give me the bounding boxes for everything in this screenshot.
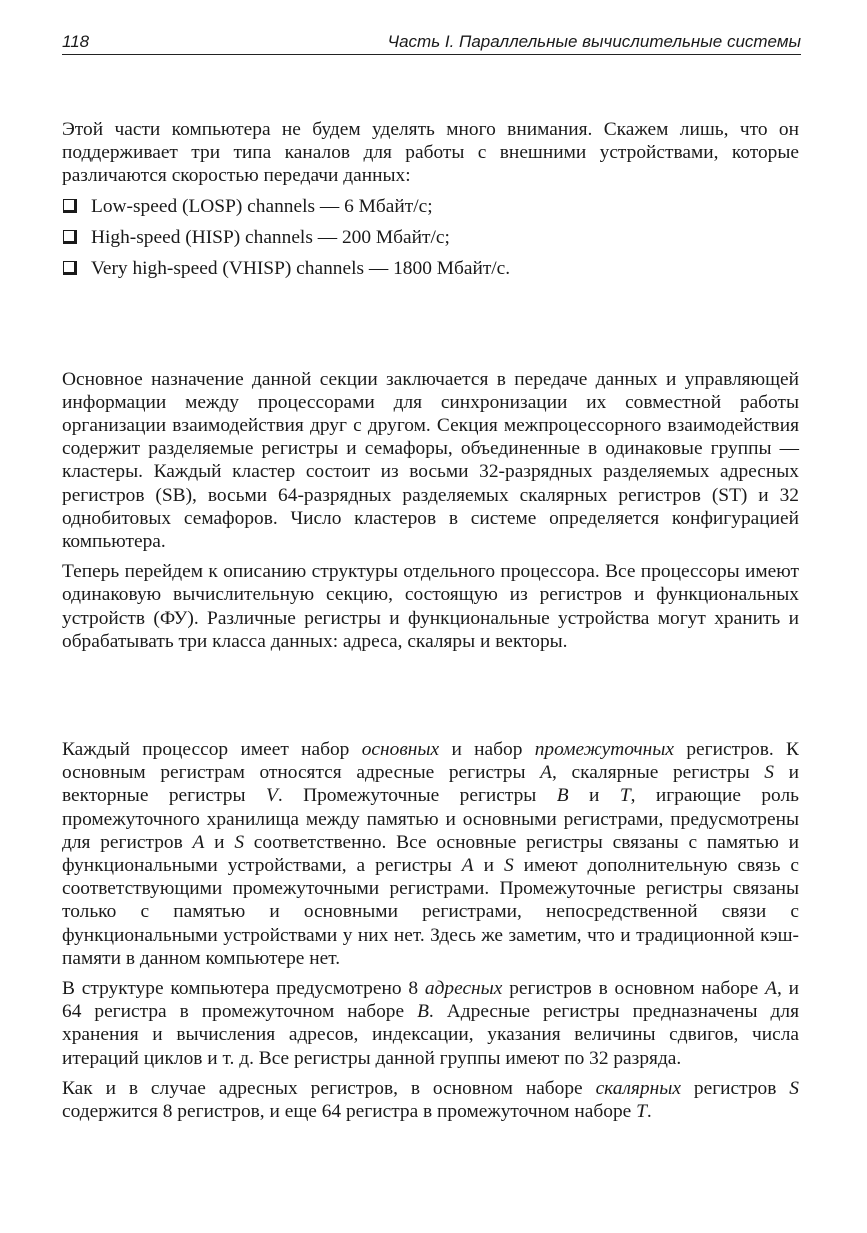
page-header xyxy=(62,30,801,55)
page-body xyxy=(62,118,799,1130)
list-item xyxy=(62,257,799,288)
paragraph-address-registers: В структуре компьютера предусмотрено 8 адресных регистров в основном наборе A, и 64 регистра в промежуточном наборе B. Адресные регистры предназначены для хранения и вычисления адресов, индексации, указания величины сдвигов, числа итераций циклов и т. д. Все регистры данной группы имеют по 32 разряда. xyxy=(62,978,800,1069)
section-gap xyxy=(62,660,799,738)
paragraph-register-sets: Каждый процессор имеет набор основных и набор промежуточных регистров. К основным регистрам относятся адресные регистры A, скалярные регистры S и векторные регистры V. Промежуточные регистры B и T, играющие роль промежуточного хранилища между памятью и основными регистрами, предусмотрены для регистров A и S соответственно. Все основные регистры связаны с памятью и функциональными устройствами, а регистры A и S имеют дополнительную связь с соответствующими промежуточными регистрами. Промежуточные регистры связаны только с памятью и основными регистрами, непосредственной связи с функциональными устройствами у них нет. Здесь же заметим, что и традиционной кэш-памяти в данном компьютере нет. xyxy=(62,739,800,969)
paragraph-io-channels: Этой части компьютера не будем уделять много внимания. Скажем лишь, что он поддерживает три типа каналов для работы с внешними устройствами, которые различаются скоростью передачи данных: xyxy=(62,119,799,187)
paragraph-processor-structure: Теперь перейдем к описанию структуры отдельного процессора. Все процессоры имеют одинаковую вычислительную секцию, состоящую из регистров и функциональных устройств (ФУ). Различные регистры и функциональные устройства могут хранить и обрабатывать три класса данных: адреса, скаляры и векторы. xyxy=(62,561,799,652)
list-item xyxy=(62,226,799,257)
paragraph-scalar-registers: Как и в случае адресных регистров, в основном наборе скалярных регистров S содержится 8 регистров, и еще 64 регистра в промежуточном наборе T. xyxy=(62,1077,799,1123)
page-number: 118 xyxy=(62,32,90,51)
list-item xyxy=(62,195,799,226)
checkbox-bullet-icon xyxy=(63,230,77,244)
list-item-text: Very high-speed (VHISP) channels — 1800 Мбайт/с. xyxy=(91,257,511,279)
running-title: Часть I. Параллельные вычислительные системы xyxy=(387,32,801,51)
paragraph-interprocessor-section: Основное назначение данной секции заключается в передаче данных и управляющей информации между процессорами для синхронизации их совместной работы организации взаимодействия друг с другом. Секция межпроцессорного взаимодействия содержит разделяемые регистры и семафоры, объединенные в одинаковые группы — кластеры. Каждый кластер состоит из восьми 32-разрядных разделяемых адресных регистров (SB), восьми 64-разрядных разделяемых скалярных регистров (ST) и 32 однобитовых семафоров. Число кластеров в системе определяется конфигурацией компьютера. xyxy=(62,368,799,553)
checkbox-bullet-icon xyxy=(63,261,77,275)
list-item-text: High-speed (HISP) channels — 200 Мбайт/с; xyxy=(91,226,450,248)
section-gap xyxy=(62,288,799,368)
checkbox-bullet-icon xyxy=(63,199,77,213)
list-item-text: Low-speed (LOSP) channels — 6 Мбайт/с; xyxy=(91,195,433,217)
channel-list xyxy=(62,195,799,288)
